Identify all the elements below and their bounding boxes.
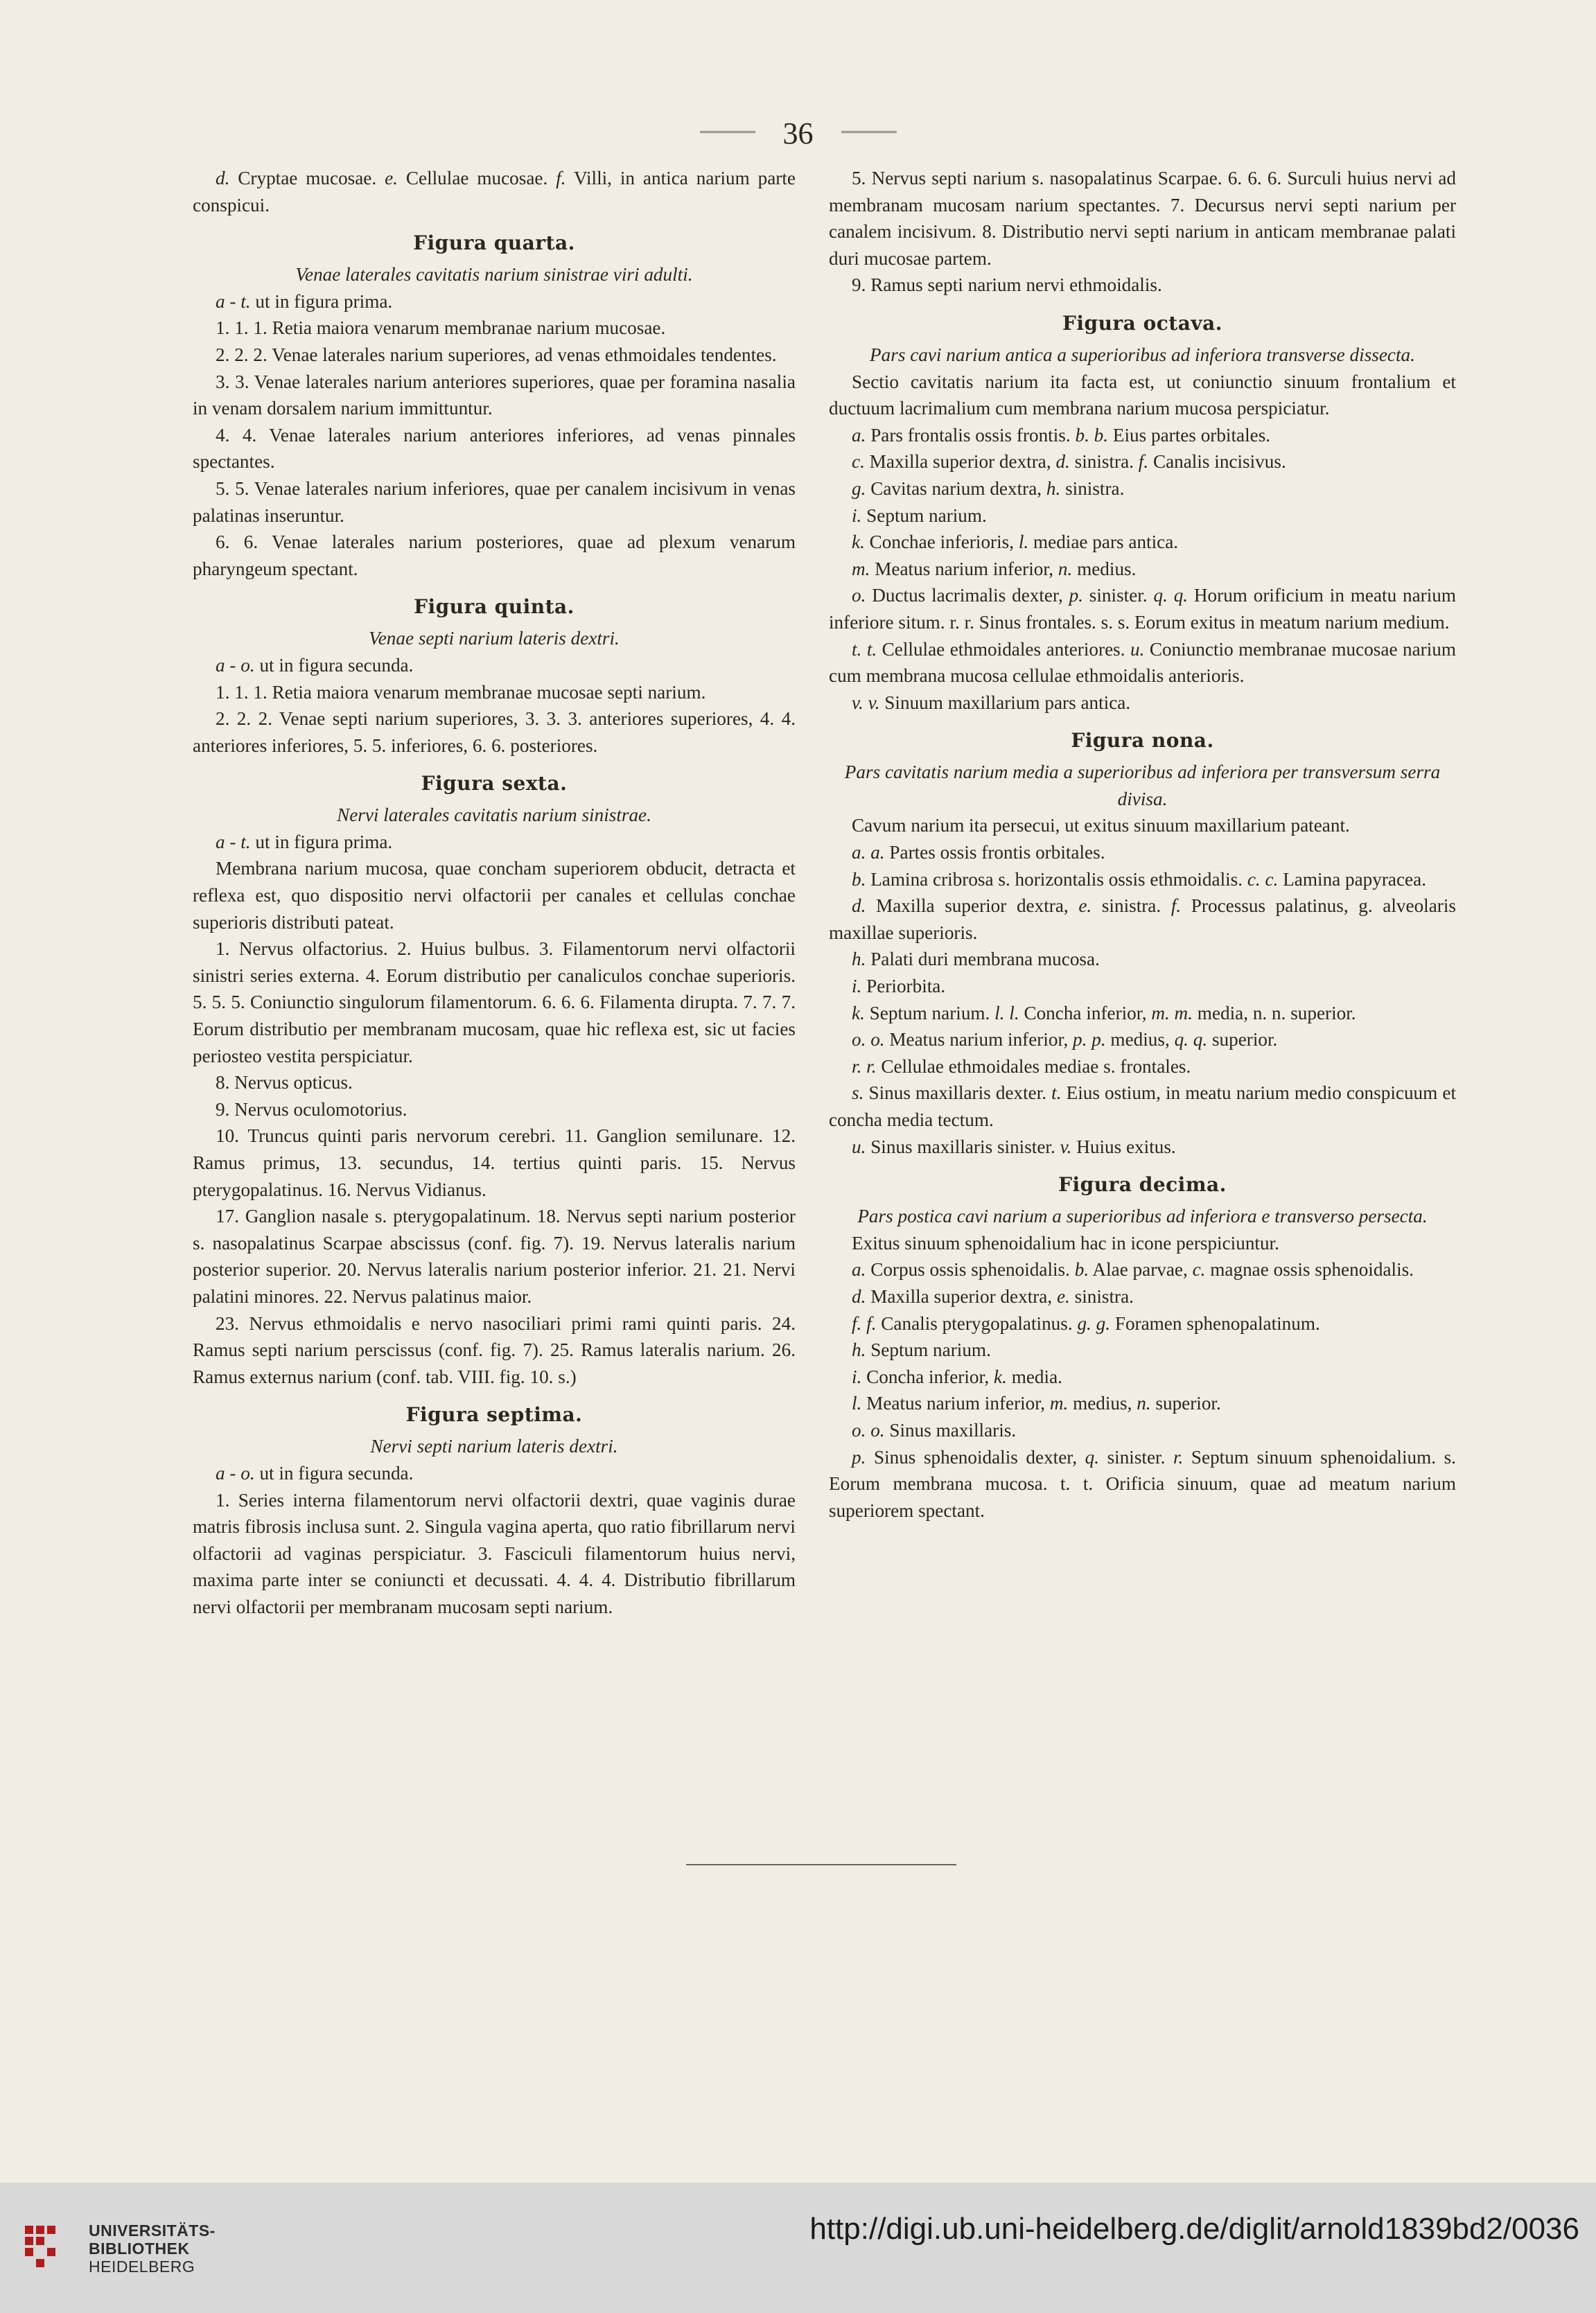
reference-label: b. b. bbox=[1075, 424, 1109, 446]
body-text: Cavum narium ita persecui, ut exitus sinuum maxillarium pateant. bbox=[852, 815, 1350, 836]
body-text: Figura quarta. bbox=[413, 231, 575, 255]
reference-label: q. bbox=[1085, 1446, 1100, 1468]
paragraph bbox=[829, 475, 1456, 502]
body-text: Corpus ossis sphenoidalis. bbox=[866, 1259, 1075, 1281]
body-text: Canalis incisivus. bbox=[1148, 451, 1286, 473]
body-text: Eius partes orbitales. bbox=[1108, 424, 1271, 446]
body-text: Nervi laterales cavitatis narium sinistrae. bbox=[337, 804, 651, 826]
paragraph bbox=[829, 892, 1456, 946]
body-text: Conchae inferioris, bbox=[864, 531, 1019, 553]
reference-label: r. r. bbox=[852, 1055, 877, 1077]
body-text: Cellulae ethmoidales mediae s. frontales. bbox=[876, 1055, 1191, 1077]
paragraph bbox=[193, 422, 796, 475]
reference-label: d. bbox=[1055, 451, 1070, 473]
body-text: Canalis pterygopalatinus. bbox=[876, 1312, 1078, 1334]
body-text: Cellulae mucosae. bbox=[397, 168, 556, 188]
paragraph bbox=[193, 829, 796, 856]
paragraph bbox=[829, 839, 1456, 866]
paragraph bbox=[829, 1390, 1456, 1417]
reference-label: g. g. bbox=[1077, 1312, 1111, 1334]
body-text: Nervi septi narium lateris dextri. bbox=[370, 1436, 618, 1457]
paragraph bbox=[829, 689, 1456, 716]
reference-label: b. bbox=[1074, 1259, 1089, 1281]
body-text: Palati duri membrana mucosa. bbox=[866, 949, 1100, 970]
reference-label: a. bbox=[852, 1259, 866, 1281]
body-text: 1. 1. 1. Retia maiora venarum membranae narium mucosae. bbox=[216, 317, 666, 339]
reference-label: o. bbox=[852, 585, 866, 606]
reference-label: i. bbox=[852, 504, 862, 526]
body-text: ut in figura secunda. bbox=[254, 654, 414, 676]
paragraph bbox=[829, 422, 1456, 449]
body-text: sinistra. bbox=[1069, 451, 1139, 473]
reference-label: m. bbox=[852, 558, 870, 579]
body-text: Eius ostium, in meatu narium medio conspicuum et concha media tectum. bbox=[829, 1082, 1457, 1130]
reference-label: b. bbox=[852, 868, 866, 890]
figure-caption bbox=[193, 625, 796, 652]
body-text: superior. bbox=[1207, 1029, 1278, 1050]
body-text: media. bbox=[1006, 1366, 1062, 1387]
paragraph bbox=[193, 529, 796, 582]
paragraph bbox=[193, 475, 796, 529]
body-text: Huius exitus. bbox=[1071, 1136, 1176, 1157]
source-url-link[interactable]: http://digi.ub.uni-heidelberg.de/diglit/arnold1839bd2/0036 bbox=[809, 2212, 1579, 2246]
body-text: Sectio cavitatis narium ita facta est, ut coniunctio sinuum frontalium et ductuum lacrimalium cum membrana narium mucosa perspiciatur. bbox=[829, 371, 1456, 419]
paragraph bbox=[829, 529, 1456, 556]
body-text: media, n. n. superior. bbox=[1193, 1002, 1356, 1023]
paragraph bbox=[829, 1000, 1456, 1027]
reference-label: e. bbox=[1056, 1285, 1070, 1307]
body-text: Sinus sphenoidalis dexter, bbox=[866, 1446, 1085, 1468]
reference-label: h. bbox=[852, 949, 866, 970]
body-text: 9. Nervus oculomotorius. bbox=[216, 1098, 407, 1120]
body-text: Pars frontalis ossis frontis. bbox=[866, 424, 1076, 446]
paragraph bbox=[829, 1256, 1456, 1283]
paragraph bbox=[829, 866, 1456, 893]
body-text: 4. 4. Venae laterales narium anteriores inferiores, ad venas pinnales spectantes. bbox=[193, 424, 796, 473]
body-text: sinistra. bbox=[1060, 477, 1125, 499]
reference-label: c. bbox=[852, 451, 865, 473]
footer-bar bbox=[0, 2183, 1596, 2313]
reference-label: f. bbox=[1170, 895, 1182, 917]
body-text: Sinus maxillaris dexter. bbox=[863, 1082, 1052, 1104]
figure-heading bbox=[193, 228, 796, 258]
body-text: Periorbita. bbox=[861, 976, 946, 997]
reference-label: o. o. bbox=[852, 1419, 885, 1441]
library-name-line1: UNIVERSITÄTS- bbox=[89, 2222, 216, 2240]
paragraph bbox=[193, 1123, 796, 1203]
paragraph bbox=[829, 812, 1456, 839]
body-text: sinistra. bbox=[1091, 895, 1171, 917]
figure-heading bbox=[193, 768, 796, 799]
reference-label: a - o. bbox=[216, 654, 255, 676]
body-text: Pars cavitatis narium media a superioribus ad inferiora per transversum serra divisa. bbox=[844, 762, 1441, 809]
body-text: 3. 3. Venae laterales narium anteriores superiores, quae per foramina nasalia in venam dorsalem narium immittuntur. bbox=[193, 371, 796, 419]
body-text: 23. Nervus ethmoidalis e nervo nasociliari primi rami quinti paris. 24. Ramus septi narium perscissus (conf. fig. 7). 25. Ramus lateralis narium. 26. Ramus externus narium (conf. tab. VIII. fig. 10. s.) bbox=[193, 1312, 796, 1387]
body-text: magnae ossis sphenoidalis. bbox=[1205, 1259, 1414, 1281]
reference-label: s. bbox=[852, 1082, 864, 1104]
reference-label: l. bbox=[1018, 531, 1029, 553]
figure-caption bbox=[829, 759, 1456, 812]
body-text: medius. bbox=[1072, 558, 1137, 579]
reference-label: d. bbox=[216, 168, 230, 188]
paragraph bbox=[829, 556, 1456, 583]
body-text: Processus palatinus, g. alveolaris maxillae superioris. bbox=[829, 895, 1456, 943]
reference-label: v. v. bbox=[852, 692, 880, 713]
paragraph bbox=[193, 315, 796, 342]
body-text: Maxilla superior dextra, bbox=[866, 1285, 1057, 1307]
paragraph bbox=[829, 502, 1456, 529]
page-number: 36 bbox=[782, 116, 814, 150]
body-text: Horum orificium in meatu narium inferiore situm. r. r. Sinus frontales. s. s. Eorum exitus in meatum narium medium. bbox=[829, 585, 1457, 633]
reference-label: d. bbox=[852, 1285, 866, 1307]
paragraph bbox=[193, 855, 796, 935]
body-text: Pars cavi narium antica a superioribus ad inferiora transverse dissecta. bbox=[870, 344, 1415, 365]
body-text: Pars postica cavi narium a superioribus ad inferiora e transverso persecta. bbox=[857, 1206, 1428, 1227]
paragraph bbox=[829, 1080, 1456, 1133]
page-header bbox=[0, 112, 1596, 154]
reference-label: n. bbox=[1058, 558, 1073, 579]
reference-label: k. bbox=[852, 531, 865, 553]
body-text: Maxilla superior dextra, bbox=[866, 895, 1079, 917]
body-text: ut in figura prima. bbox=[250, 831, 393, 852]
reference-label: p. p. bbox=[1073, 1029, 1106, 1050]
paragraph bbox=[829, 1283, 1456, 1310]
body-text: medius, bbox=[1068, 1393, 1137, 1414]
reference-label: u. bbox=[1130, 638, 1145, 660]
body-text: mediae pars antica. bbox=[1028, 531, 1179, 553]
body-text: Membrana narium mucosa, quae concham superiorem obducit, detracta et reflexa est, quo dispositio nervi olfactorii per canales et cellulas conchae superioris distributi pateat. bbox=[193, 858, 796, 933]
body-text: 6. 6. Venae laterales narium posteriores, quae ad plexum venarum pharyngeum spectant. bbox=[193, 531, 796, 579]
paragraph bbox=[193, 679, 796, 706]
body-text: Cryptae mucosae. bbox=[229, 168, 385, 188]
left-text-column bbox=[193, 165, 796, 1621]
body-text: Meatus narium inferior, bbox=[870, 558, 1058, 579]
paragraph bbox=[829, 448, 1456, 475]
library-logo-icon bbox=[19, 2215, 80, 2276]
reference-label: f. bbox=[1138, 451, 1149, 473]
body-text: ut in figura secunda. bbox=[254, 1462, 414, 1484]
figure-heading bbox=[829, 308, 1456, 339]
reference-label: f. bbox=[556, 168, 566, 188]
paragraph bbox=[193, 652, 796, 679]
body-text: Figura sexta. bbox=[421, 772, 568, 795]
reference-label: k. bbox=[994, 1366, 1007, 1387]
paragraph bbox=[193, 1096, 796, 1123]
header-rule-right bbox=[841, 131, 897, 136]
reference-label: p. bbox=[1069, 585, 1083, 606]
body-text: Venae laterales cavitatis narium sinistrae viri adulti. bbox=[295, 264, 693, 285]
reference-label: g. bbox=[852, 477, 866, 499]
paragraph bbox=[829, 1417, 1456, 1444]
body-text: Lamina papyracea. bbox=[1278, 868, 1426, 890]
reference-label: q. q. bbox=[1174, 1029, 1208, 1050]
body-text: Cavitas narium dextra, bbox=[866, 477, 1046, 499]
body-text: sinister. bbox=[1099, 1446, 1173, 1468]
paragraph bbox=[829, 636, 1456, 689]
paragraph bbox=[829, 582, 1456, 635]
figure-caption bbox=[829, 342, 1456, 369]
reference-label: f. f. bbox=[852, 1312, 877, 1334]
paragraph bbox=[193, 935, 796, 1069]
reference-label: t. t. bbox=[852, 638, 877, 660]
paragraph bbox=[193, 705, 796, 759]
body-text: Concha inferior, bbox=[1019, 1002, 1152, 1023]
reference-label: t. bbox=[1051, 1082, 1062, 1104]
paragraph bbox=[829, 1230, 1456, 1257]
body-text: Figura quinta. bbox=[414, 595, 575, 619]
reference-label: a. bbox=[852, 424, 866, 446]
figure-heading bbox=[829, 1170, 1456, 1200]
paragraph bbox=[829, 973, 1456, 1000]
body-text: Septum narium. bbox=[864, 1002, 995, 1023]
body-text: 1. Series interna filamentorum nervi olfactorii dextri, quae vaginis durae matris fibrosis inclusa sunt. 2. Singula vagina aperta, quo ratio fibrillarum nervi olfactorii ad vaginas perspiciatur. 3. Fasciculi filamentorum huius nervi, maxima parte inter se coniuncti et decussati. 4. 4. 4. Distributio fibrillarum nervi olfactorii per membranam mucosam septi narium. bbox=[193, 1489, 796, 1617]
body-text: ut in figura prima. bbox=[250, 290, 393, 312]
right-text-column bbox=[829, 165, 1456, 1524]
body-text: Ductus lacrimalis dexter, bbox=[866, 585, 1069, 606]
body-text: Lamina cribrosa s. horizontalis ossis ethmoidalis. bbox=[866, 868, 1247, 890]
body-text: Maxilla superior dextra, bbox=[864, 451, 1056, 473]
body-text: 2. 2. 2. Venae septi narium superiores, 3. 3. 3. anteriores superiores, 4. 4. anteriores inferiores, 5. 5. inferiores, 6. 6. posteriores. bbox=[193, 708, 796, 756]
body-text: Septum narium. bbox=[866, 1339, 991, 1361]
body-text: Figura septima. bbox=[405, 1403, 583, 1427]
body-text: medius, bbox=[1105, 1029, 1175, 1050]
library-name-line3: HEIDELBERG bbox=[89, 2258, 195, 2276]
reference-label: r. bbox=[1173, 1446, 1184, 1468]
body-text: Cellulae ethmoidales anteriores. bbox=[877, 638, 1130, 660]
reference-label: v. bbox=[1060, 1136, 1072, 1157]
body-text: 5. 5. Venae laterales narium inferiores, quae per canalem incisivum in venas palatinas inseruntur. bbox=[193, 477, 796, 526]
body-text: 8. Nervus opticus. bbox=[216, 1072, 353, 1093]
reference-label: a - t. bbox=[216, 831, 251, 852]
reference-label: u. bbox=[852, 1136, 866, 1157]
paragraph bbox=[193, 369, 796, 422]
reference-label: n. bbox=[1137, 1393, 1151, 1414]
paragraph bbox=[829, 1134, 1456, 1161]
paragraph bbox=[829, 272, 1456, 299]
paragraph bbox=[829, 946, 1456, 973]
body-text: Foramen sphenopalatinum. bbox=[1110, 1312, 1320, 1334]
body-text: Exitus sinuum sphenoidalium hac in icone perspiciuntur. bbox=[852, 1232, 1279, 1254]
library-name-line2: BIBLIOTHEK bbox=[89, 2240, 190, 2258]
body-text: superior. bbox=[1150, 1393, 1221, 1414]
body-text: 1. 1. 1. Retia maiora venarum membranae mucosae septi narium. bbox=[216, 681, 706, 703]
paragraph bbox=[829, 165, 1456, 272]
body-text: Sinus maxillaris sinister. bbox=[866, 1136, 1060, 1157]
body-text: sinistra. bbox=[1069, 1285, 1134, 1307]
figure-caption bbox=[193, 1433, 796, 1460]
body-text: Sinuum maxillarium pars antica. bbox=[879, 692, 1131, 713]
figure-heading bbox=[829, 725, 1456, 756]
reference-label: h. bbox=[852, 1339, 866, 1361]
body-text: 17. Ganglion nasale s. pterygopalatinum. 18. Nervus septi narium posterior s. nasopalatinus Scarpae abscissus (conf. fig. 7). 19. Nervus lateralis narium posterior superior. 20. Nervus lateralis narium posterior inferior. 21. 21. Nervi palatini minores. 22. Nervus palatinus maior. bbox=[193, 1206, 796, 1307]
body-text: Venae septi narium lateris dextri. bbox=[369, 628, 620, 649]
body-text: 10. Truncus quinti paris nervorum cerebri. 11. Ganglion semilunare. 12. Ramus primus, 13. secundus, 14. tertius quinti paris. 15. Nervus pterygopalatinus. 16. Nervus Vidianus. bbox=[193, 1125, 796, 1200]
body-text: Sinus maxillaris. bbox=[884, 1419, 1017, 1441]
reference-label: p. bbox=[852, 1446, 866, 1468]
paragraph bbox=[193, 1487, 796, 1621]
paragraph bbox=[193, 1203, 796, 1310]
reference-label: o. o. bbox=[852, 1029, 885, 1050]
body-text: 9. Ramus septi narium nervi ethmoidalis. bbox=[852, 274, 1162, 296]
paragraph bbox=[829, 1337, 1456, 1364]
header-rule-left bbox=[700, 131, 755, 136]
paragraph bbox=[193, 342, 796, 369]
reference-label: l. bbox=[852, 1393, 862, 1414]
body-text: Meatus narium inferior, bbox=[861, 1393, 1050, 1414]
reference-label: e. bbox=[385, 168, 398, 188]
figure-caption bbox=[193, 261, 796, 288]
figure-caption bbox=[193, 802, 796, 829]
body-text: 5. Nervus septi narium s. nasopalatinus Scarpae. 6. 6. 6. Surculi huius nervi ad membranam mucosam narium spectantes. 7. Decursus nervi septi narium per canalem incisivum. 8. Distributio nervi septi narium in anticam membranae palati duri mucosae partem. bbox=[829, 168, 1456, 269]
paragraph bbox=[829, 1026, 1456, 1053]
end-rule bbox=[686, 1864, 956, 1865]
paragraph bbox=[193, 1460, 796, 1487]
reference-label: i. bbox=[852, 976, 862, 997]
body-text: Meatus narium inferior, bbox=[884, 1029, 1073, 1050]
figure-heading bbox=[193, 1400, 796, 1430]
reference-label: a - t. bbox=[216, 290, 251, 312]
body-text: Figura decima. bbox=[1058, 1173, 1227, 1197]
reference-label: l. l. bbox=[994, 1002, 1019, 1023]
figure-heading bbox=[193, 592, 796, 622]
paragraph bbox=[829, 1310, 1456, 1337]
body-text: Concha inferior, bbox=[861, 1366, 994, 1387]
reference-label: c. bbox=[1192, 1259, 1206, 1281]
paragraph bbox=[829, 1053, 1456, 1080]
paragraph bbox=[193, 288, 796, 315]
paragraph bbox=[829, 369, 1456, 422]
reference-label: a - o. bbox=[216, 1462, 255, 1484]
paragraph bbox=[193, 165, 796, 218]
figure-caption bbox=[829, 1203, 1456, 1230]
body-text: 2. 2. 2. Venae laterales narium superiores, ad venas ethmoidales tendentes. bbox=[216, 344, 777, 365]
paragraph bbox=[829, 1364, 1456, 1391]
paragraph bbox=[829, 1444, 1456, 1524]
reference-label: c. c. bbox=[1247, 868, 1279, 890]
body-text: Alae parvae, bbox=[1089, 1259, 1193, 1281]
reference-label: e. bbox=[1078, 895, 1092, 917]
body-text: Villi, in antica narium parte conspicui. bbox=[193, 168, 796, 216]
body-text: Figura octava. bbox=[1062, 311, 1223, 335]
reference-label: i. bbox=[852, 1366, 862, 1387]
reference-label: a. a. bbox=[852, 842, 885, 863]
reference-label: m. m. bbox=[1151, 1002, 1193, 1023]
reference-label: k. bbox=[852, 1002, 865, 1023]
reference-label: h. bbox=[1046, 477, 1061, 499]
reference-label: m. bbox=[1049, 1393, 1069, 1414]
paragraph bbox=[193, 1069, 796, 1096]
reference-label: d. bbox=[852, 895, 866, 917]
body-text: Partes ossis frontis orbitales. bbox=[884, 842, 1105, 863]
body-text: sinister. bbox=[1082, 585, 1154, 606]
body-text: Figura nona. bbox=[1071, 729, 1214, 753]
paragraph bbox=[193, 1310, 796, 1391]
body-text: Septum narium. bbox=[861, 504, 987, 526]
body-text: Septum sinuum sphenoidalium. s. Eorum membrana mucosa. t. t. Orificia sinuum, quae ad meatum narium superiorem spectant. bbox=[829, 1446, 1456, 1521]
body-text: 1. Nervus olfactorius. 2. Huius bulbus. 3. Filamentorum nervi olfactorii sinistri series externa. 4. Eorum distributio per canaliculos conchae superioris. 5. 5. 5. Coniunctio singulorum filamentorum. 6. 6. 6. Filamenta dirupta. 7. 7. 7. Eorum distributio per membranam mucosam, quae hic reflexa est, sic ut facies periosteo vestita perspiciatur. bbox=[193, 938, 796, 1066]
reference-label: q. q. bbox=[1153, 585, 1189, 606]
library-name bbox=[89, 2222, 216, 2276]
body-text: Coniunctio membranae mucosae narium cum membrana mucosa cellulae ethmoidalis anterioris. bbox=[829, 638, 1456, 687]
